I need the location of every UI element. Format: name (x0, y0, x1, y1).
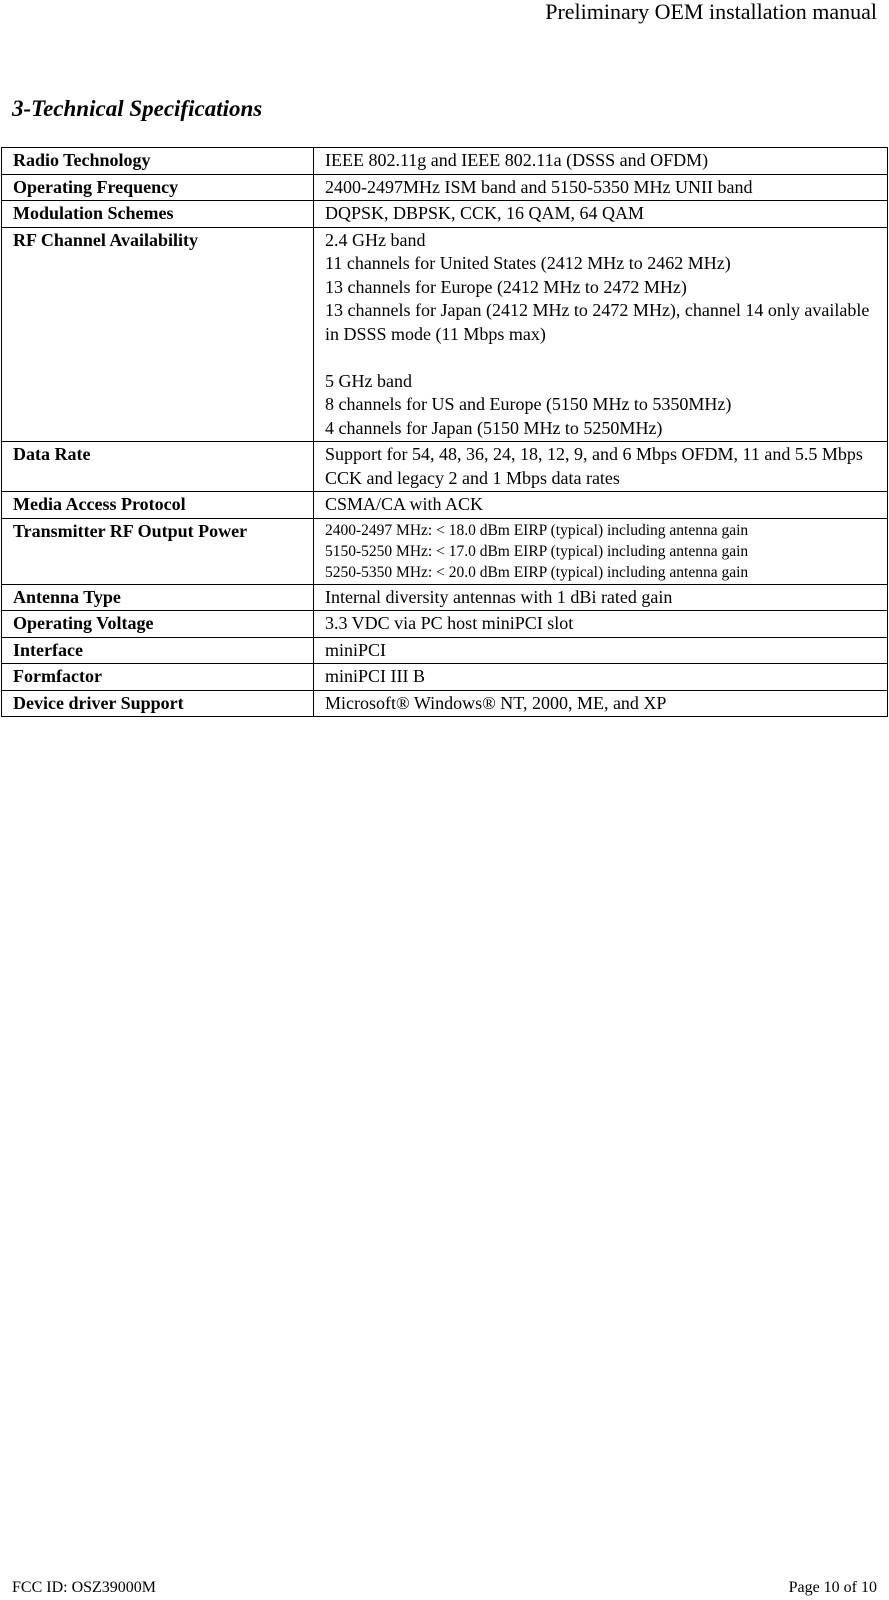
spec-row (2, 584, 888, 611)
spec-label: Modulation Schemes (2, 201, 314, 228)
spec-value (314, 492, 888, 519)
spec-row (2, 148, 888, 175)
spec-value-line: Microsoft® Windows® NT, 2000, ME, and XP (325, 692, 667, 713)
spec-value-line: 13 channels for Japan (2412 MHz to 2472 MHz), channel 14 only available in DSSS mode (11 Mbps max) (325, 300, 870, 344)
spec-label: Transmitter RF Output Power (2, 518, 314, 584)
spec-label: Device driver Support (2, 690, 314, 717)
spec-value (314, 611, 888, 638)
spec-row (2, 690, 888, 717)
spec-label: Data Rate (2, 442, 314, 492)
spec-value (314, 201, 888, 228)
spec-label: Formfactor (2, 664, 314, 691)
spec-value-line: miniPCI III B (325, 666, 426, 686)
spec-value (314, 690, 888, 717)
document-header-title: Preliminary OEM installation manual (545, 0, 877, 24)
spec-value-line: 3.3 VDC via PC host miniPCI slot (325, 613, 574, 633)
spec-value-line: Support for 54, 48, 36, 24, 18, 12, 9, and 6 Mbps OFDM, 11 and 5.5 Mbps CCK and legacy 2 and 1 Mbps data rates (325, 444, 863, 488)
spec-value (314, 518, 888, 584)
spec-label: Operating Frequency (2, 174, 314, 201)
spec-value-line: 2400-2497MHz ISM band and 5150-5350 MHz UNII band (325, 176, 753, 197)
spec-label: Antenna Type (2, 584, 314, 611)
footer-page-number: Page 10 of 10 (788, 1579, 877, 1596)
section-title: 3-Technical Specifications (12, 96, 263, 121)
spec-value (314, 664, 888, 691)
spec-value-line: 2.4 GHz band (325, 229, 426, 250)
spec-label: Radio Technology (2, 148, 314, 175)
spec-label: RF Channel Availability (2, 227, 314, 442)
spec-value (314, 227, 888, 442)
spec-value (314, 442, 888, 492)
spec-row (2, 664, 888, 691)
spec-row (2, 227, 888, 442)
spec-label: Media Access Protocol (2, 492, 314, 519)
spec-row (2, 201, 888, 228)
spec-value-line: DQPSK, DBPSK, CCK, 16 QAM, 64 QAM (325, 203, 645, 223)
spec-value (314, 584, 888, 611)
spec-value-line: CSMA/CA with ACK (325, 494, 484, 514)
spec-row (2, 442, 888, 492)
footer-fcc-id: FCC ID: OSZ39000M (12, 1579, 157, 1596)
spec-value-line: 2400-2497 MHz: < 18.0 dBm EIRP (typical) including antenna gain (325, 521, 749, 539)
spec-value-line: IEEE 802.11g and IEEE 802.11a (DSSS and OFDM) (325, 150, 709, 170)
spec-label: Operating Voltage (2, 611, 314, 638)
spec-row (2, 492, 888, 519)
spec-row (2, 637, 888, 664)
spec-value-line: Internal diversity antennas with 1 dBi rated gain (325, 586, 673, 607)
spec-value (314, 637, 888, 664)
spec-value (314, 148, 888, 175)
specifications-table (1, 147, 888, 717)
spec-value-line: 5250-5350 MHz: < 20.0 dBm EIRP (typical) including antenna gain (325, 563, 749, 581)
spec-value-line (325, 346, 877, 370)
spec-label: Interface (2, 637, 314, 664)
spec-value-line: 5 GHz band (325, 370, 412, 391)
specifications-table-body (2, 148, 888, 717)
spec-value-line: miniPCI (325, 639, 387, 660)
spec-row (2, 518, 888, 584)
spec-row (2, 611, 888, 638)
spec-value-line: 8 channels for US and Europe (5150 MHz to 5350MHz) (325, 394, 732, 414)
spec-value-line: 4 channels for Japan (5150 MHz to 5250MHz) (325, 417, 663, 438)
spec-value-line: 11 channels for United States (2412 MHz to 2462 MHz) (325, 253, 731, 273)
spec-row (2, 174, 888, 201)
spec-value-line: 5150-5250 MHz: < 17.0 dBm EIRP (typical) including antenna gain (325, 542, 749, 560)
spec-value-line: 13 channels for Europe (2412 MHz to 2472 MHz) (325, 276, 687, 297)
spec-value (314, 174, 888, 201)
